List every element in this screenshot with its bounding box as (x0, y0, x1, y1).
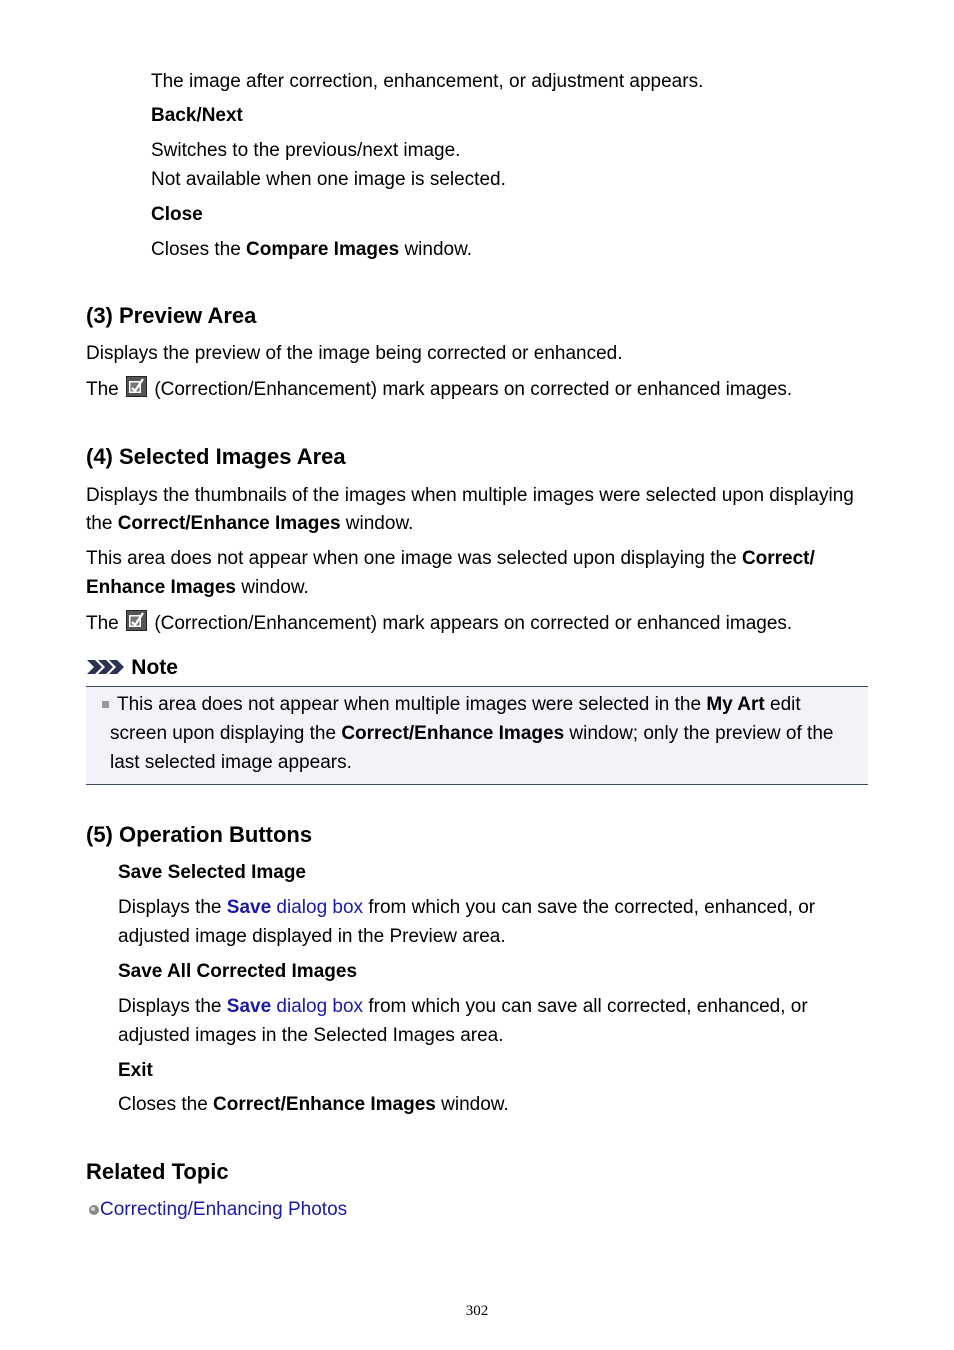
related-topic-heading: Related Topic (86, 1159, 229, 1184)
note-line-2: screen upon displaying the Correct/Enhance Images window; only the preview of the (110, 723, 834, 744)
close-title: Close (151, 204, 203, 225)
selected-desc-3: This area does not appear when one image was selected upon displaying the Correct/ (86, 548, 815, 569)
bullet-square-icon (102, 701, 109, 708)
back-next-desc-1: Switches to the previous/next image. (151, 140, 461, 161)
preview-mark-line: The (Correction/Enhancement) mark appears on corrected or enhanced images. (86, 375, 792, 404)
exit-desc: Closes the Correct/Enhance Images window. (118, 1094, 509, 1115)
close-desc: Closes the Compare Images window. (151, 239, 473, 260)
correction-enhancement-icon (126, 610, 147, 631)
save-selected-desc-1: Displays the Save dialog box from which you can save the corrected, enhanced, or (118, 897, 816, 918)
page-number: 302 (465, 1303, 489, 1319)
operation-buttons-heading: (5) Operation Buttons (86, 822, 313, 847)
note-arrows-icon (86, 658, 126, 676)
save-selected-title: Save Selected Image (118, 862, 306, 883)
save-all-title: Save All Corrected Images (118, 961, 358, 982)
save-all-desc-2: adjusted images in the Selected Images area. (118, 1025, 504, 1046)
note-title: Note (131, 656, 178, 679)
selected-desc-2: the Correct/Enhance Images window. (86, 513, 414, 534)
save-dialog-link[interactable]: Save dialog box (226, 897, 364, 918)
preview-area-desc: Displays the preview of the image being corrected or enhanced. (86, 343, 623, 364)
save-selected-desc-2: adjusted image displayed in the Preview area. (118, 926, 506, 947)
related-topic-item (88, 1195, 347, 1224)
note-line-1: This area does not appear when multiple images were selected in the My Art edit (102, 690, 801, 719)
note-line-3: last selected image appears. (110, 752, 352, 773)
note-header (86, 653, 178, 683)
selected-desc-1: Displays the thumbnails of the images when multiple images were selected upon displaying (86, 485, 854, 506)
image-after-text: The image after correction, enhancement, or adjustment appears. (151, 71, 704, 92)
correcting-enhancing-photos-link[interactable]: Correcting/Enhancing Photos (100, 1199, 348, 1220)
selected-mark-line: The (Correction/Enhancement) mark appears on corrected or enhanced images. (86, 609, 792, 638)
exit-title: Exit (118, 1060, 153, 1081)
bullet-dot-icon (88, 1204, 100, 1216)
back-next-title: Back/Next (151, 105, 243, 126)
selected-images-heading: (4) Selected Images Area (86, 444, 346, 469)
selected-desc-4: Enhance Images window. (86, 577, 309, 598)
preview-area-heading: (3) Preview Area (86, 303, 257, 328)
back-next-desc-2: Not available when one image is selected. (151, 169, 506, 190)
save-dialog-link[interactable]: Save dialog box (226, 996, 364, 1017)
correction-enhancement-icon (126, 376, 147, 397)
save-all-desc-1: Displays the Save dialog box from which you can save all corrected, enhanced, or (118, 996, 808, 1017)
